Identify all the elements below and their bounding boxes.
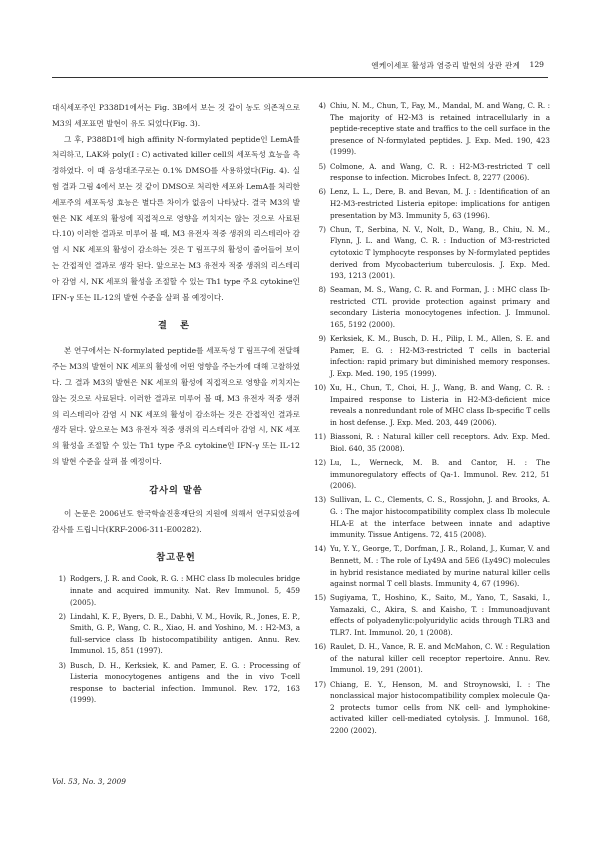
- reference-text: Kerksiek, K. M., Busch, D. H., Pilip, I. M., Allen, S. E. and Pamer, E. G. : H2-M3-restricted T cells in bacterial infection: rapid primary but diminished memory responses. J. Exp. Med. 190, 195 (1999).: [330, 334, 550, 379]
- reference-text: Rodgers, J. R. and Cook, R. G. : MHC class Ib molecules bridge innate and acquired immunity. Nat. Rev Immunol. 5, 459 (2005).: [70, 574, 300, 607]
- reference-text: Busch, D. H., Kerksiek, K. and Pamer, E. G. : Processing of Listeria monocytogenes antigens and the in vivo T-cell response to bacterial infection. Immunol. Rev. 172, 163 (1999).: [70, 660, 300, 705]
- reference-item: [312, 641, 550, 676]
- reference-item: [312, 679, 550, 737]
- reference-item: [312, 161, 550, 184]
- acknowledgement-paragraph: 이 논문은 2006년도 한국학술진흥재단의 지원에 의해서 연구되었음에 감사를 드립니다(KRF-2006-311-E00282).: [52, 508, 300, 534]
- reference-item: [312, 457, 550, 492]
- reference-item: [312, 186, 550, 221]
- reference-number: 14): [314, 544, 326, 554]
- reference-text: Sugiyama, T., Hoshino, K., Saito, M., Yano, T., Sasaki, I., Yamazaki, C., Akira, S. and Kaisho, T. : Immunoadjuvant effects of polyadenylic:polyuridylic acids through TLR3 and TLR7. Int. Immunol. 20, 1 (2008).: [330, 593, 550, 638]
- reference-number: 10): [314, 383, 326, 393]
- reference-number: 12): [314, 457, 326, 467]
- reference-item: [312, 494, 550, 540]
- reference-number: 13): [314, 495, 326, 505]
- reference-text: Raulet, D. H., Vance, R. E. and McMahon, C. W. : Regulation of the natural killer cell receptor repertoire. Annu. Rev. Immunol. 19, 291 (2001).: [330, 642, 550, 675]
- reference-text: Chiang, E. Y., Henson, M. and Stroynowski, I. : The nonclassical major histocompatibility complex molecule Qa-2 protects tumor cells from NK cell- and lymphokine-activated killer cell-mediated cytolysis. J. Immunol. 168, 2200 (2002).: [330, 679, 550, 735]
- reference-number: 1): [58, 574, 66, 584]
- reference-number: 16): [314, 642, 326, 652]
- reference-item: [312, 284, 550, 330]
- reference-number: 9): [318, 334, 326, 344]
- page-number: 129: [529, 60, 544, 69]
- reference-number: 2): [58, 611, 66, 621]
- reference-item: [312, 543, 550, 589]
- references-heading: 참고문헌: [156, 552, 196, 564]
- reference-item: [312, 224, 550, 282]
- reference-text: Seaman, M. S., Wang, C. R. and Forman, J. : MHC class Ib-restricted CTL provide protection against primary and secondary Listeria monocytogenes infection. J. Immunol. 165, 5192 (2000).: [330, 285, 550, 330]
- acknowledgement-heading: 감사의 말씀: [149, 484, 203, 496]
- reference-number: 6): [318, 187, 326, 197]
- reference-text: Lu, L., Werneck, M. B. and Cantor, H. : The immunoregulatory effects of Qa-1. Immunol. Rev. 212, 51 (2006).: [330, 457, 550, 491]
- reference-item: [312, 382, 550, 428]
- reference-text: Biassoni, R. : Natural killer cell receptors. Adv. Exp. Med. Biol. 640, 35 (2008).: [330, 432, 550, 453]
- reference-text: Colmone, A. and Wang, C. R. : H2-M3-restricted T cell response to infection. Microbes Infect. 8, 2277 (2006).: [330, 161, 550, 183]
- reference-number: 3): [58, 660, 66, 670]
- left-column: [52, 100, 300, 709]
- reference-text: Chiu, N. M., Chun, T., Fay, M., Mandal, M. and Wang, C. R. : The majority of H2-M3 is retained intracellularly in a peptide-receptive state and traffics to the cell surface in the presence of N-formylated peptides. J. Exp. Med. 190, 423 (1999).: [330, 101, 550, 157]
- reference-item: [312, 592, 550, 638]
- right-column: [312, 100, 550, 739]
- body-paragraph-1: 대식세포주인 P338D1에서는 Fig. 3B에서 보는 것 같이 농도 의존적으로 M3의 세포표면 발현이 유도 되었다(Fig. 3).: [52, 103, 300, 128]
- reference-item: [52, 573, 300, 608]
- reference-number: 11): [314, 432, 326, 442]
- reference-text: Sullivan, L. C., Clements, C. S., Rossjohn, J. and Brooks, A. G. : The major histocompatibility complex class Ib molecule HLA-E at the interface between innate and adaptive immunity. Tissue Antigens. 72, 415 (2008).: [330, 495, 550, 540]
- reference-list-right: [312, 100, 550, 737]
- reference-number: 7): [318, 224, 326, 234]
- reference-item: [52, 660, 300, 706]
- reference-number: 15): [314, 593, 326, 603]
- reference-item: [312, 431, 550, 454]
- reference-item: [312, 100, 550, 158]
- reference-number: 17): [314, 679, 326, 689]
- reference-number: 8): [318, 285, 326, 295]
- reference-list-left: [52, 573, 300, 706]
- reference-text: Chun, T., Serbina, N. V., Nolt, D., Wang, B., Chiu, N. M., Flynn, J. L. and Wang, C. R. : Induction of M3-restricted cytotoxic T lymphocyte responses by N-formylated peptides derived from Mycobacterium tuberculosis. J. Exp. Med. 193, 1213 (2001).: [330, 224, 550, 281]
- body-paragraph-2: 그 후, P388D1에 high affinity N-formylated peptide인 LemA를 처리하고, LAK와 poly(I : C) activated killer cell의 세포독성 효능을 측정하였다. 이 때 음성대조구로는 0.1% DMSO를 사용하였다(Fig. 4). 실험 결과 그림 4에서 보는 것 같이 DMSO로 처리한 세포와 LemA를 처리한 세포주의 세포독성 효능은 별다른 차이가 없음이 나타났다. 결국 M3의 발현은 NK 세포의 활성에 직접적으로 영향을 끼치지는 않는 것으로 사료된다.10) 이러한 결과로 미루어 볼 때, M3 유전자 적중 생쥐의 리스테리아 감염 시 NK 세포의 활성이 감소하는 것은 T 림프구의 활성이 줄어들어 보이는 간접적인 결과로 생각 된다. 앞으로는 M3 유전자 적중 생쥐의 리스테리아 감염 시, NK 세포의 활성을 조절할 수 있는 Th1 type 주요 cytokine인 IFN-γ 또는 IL-12의 발현 수준을 살펴 볼 예정이다.: [52, 134, 300, 302]
- reference-item: [52, 611, 300, 657]
- reference-number: 5): [318, 161, 326, 171]
- reference-number: 4): [318, 101, 326, 110]
- reference-text: Lindahl, K. F., Byers, D. E., Dabhi, V. M., Hovik, R., Jones, E. P., Smith, G. P., Wang, C. R., Xiao, H. and Yoshino, M. : H2-M3, a full-service class Ib histocompatibility antigen. Annu. Rev. Immunol. 15, 851 (1997).: [70, 611, 300, 656]
- header-rule: [52, 77, 548, 78]
- reference-text: Lenz, L. L., Dere, B. and Bevan, M. J. : Identification of an H2-M3-restricted Listeria epitope: implications for antigen presentation by M3. Immunity 5, 63 (1996).: [330, 187, 550, 220]
- conclusion-heading: 결 론: [158, 320, 194, 332]
- reference-text: Xu, H., Chun, T., Choi, H. J., Wang, B. and Wang, C. R. : Impaired response to Listeria in H2-M3-deficient mice reveals a nonredundant role of MHC class Ib-specific T cells in host defense. J. Exp. Med. 203, 449 (2006).: [330, 383, 550, 427]
- journal-volume: Vol. 53, No. 3, 2009: [52, 777, 126, 786]
- reference-text: Yu, Y. Y., George, T., Dorfman, J. R., Roland, J., Kumar, V. and Bennett, M. : The role of Ly49A and 5E6 (Ly49C) molecules in hybrid resistance mediated by murine natural killer cells against normal T cell blasts. Immunity 4, 67 (1996).: [330, 544, 550, 589]
- reference-item: [312, 333, 550, 379]
- running-title: 엔케이세포 활성과 염증리 발현의 상관 관계: [371, 61, 520, 70]
- conclusion-paragraph: 본 연구에서는 N-formylated peptide를 세포독성 T 림프구에 전달해 주는 M3의 발현이 NK 세포의 활성에 어떤 영향을 주는가에 대해 고찰하였다. 그 결과 M3의 발현은 NK 세포의 활성에 직접적으로 영향을 끼치지는 않는 것으로 사료된다. 이러한 결과로 미루어 볼 때, M3 유전자 적중 생쥐의 리스테리아 감염 시 NK 세포의 활성이 감소하는 것은 간접적인 결과로 생각 된다. 앞으로는 M3 유전자 적중 생쥐의 리스테리아 감염 시, NK 세포의 활성을 조절할 수 있는 Th1 type 주요 cytokine인 IFN-γ 또는 IL-12의 발현 수준을 살펴 볼 예정이다.: [52, 346, 300, 466]
